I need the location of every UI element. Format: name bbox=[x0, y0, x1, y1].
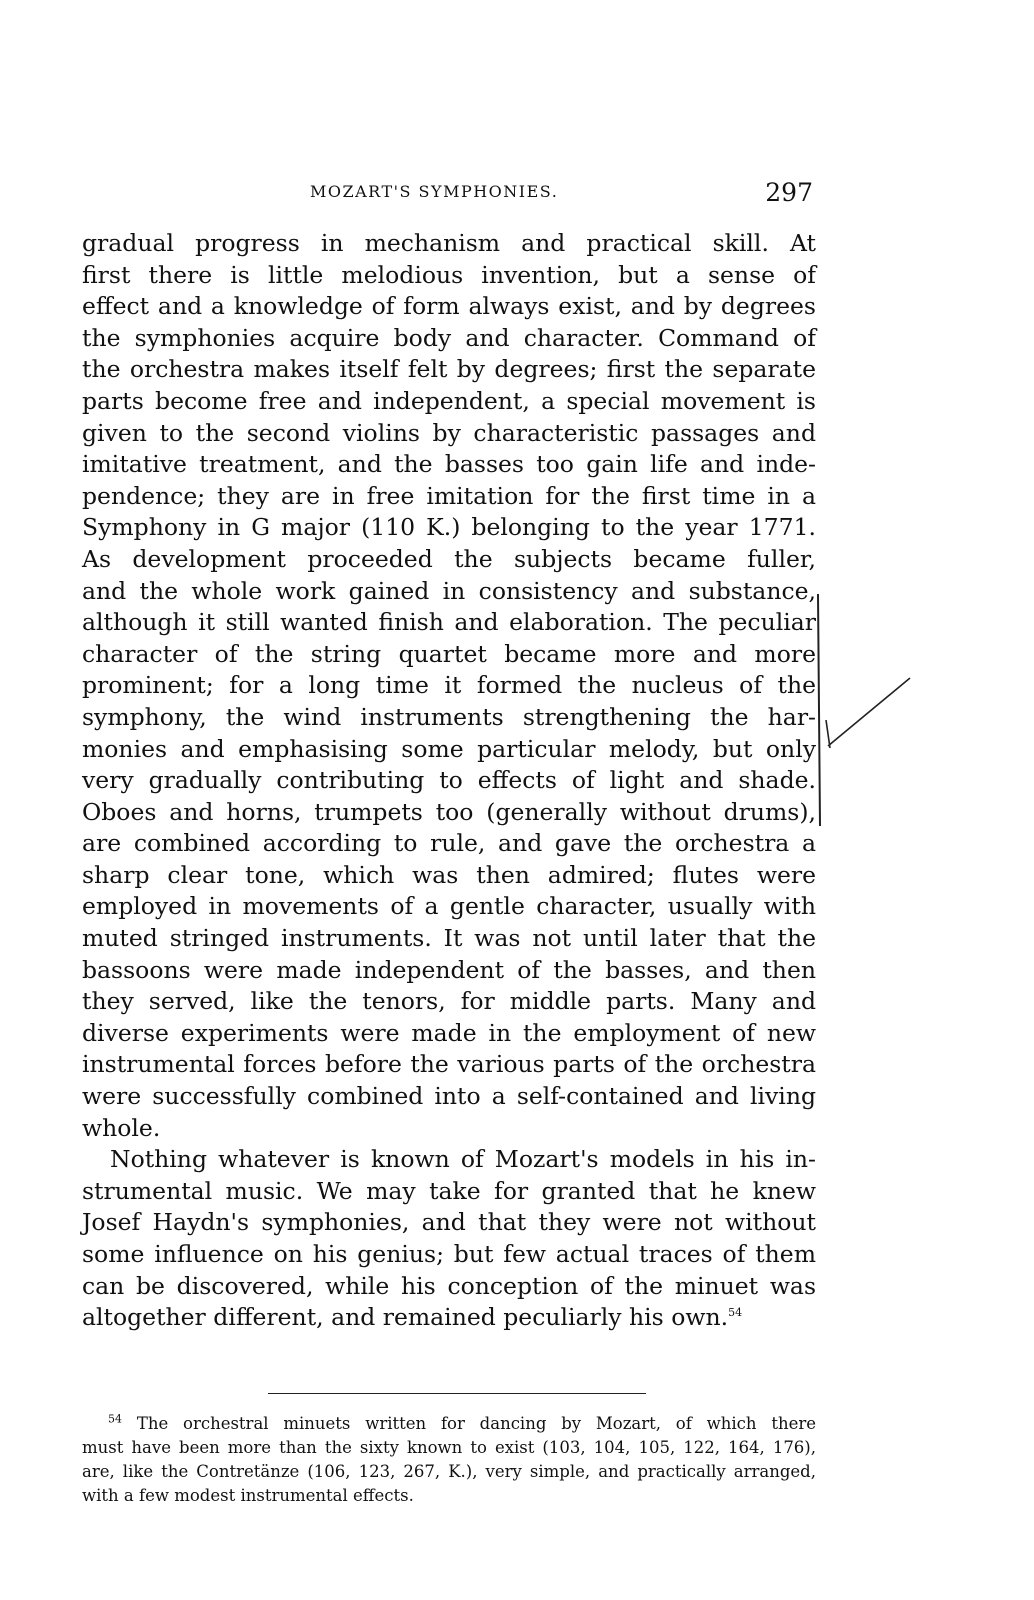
paragraph-1 bbox=[82, 228, 816, 1144]
text-line: character of the string quartet became more and more bbox=[82, 639, 816, 668]
text-line: some influence on his genius; but few actual traces of them bbox=[82, 1240, 816, 1268]
paragraph-2 bbox=[82, 1144, 816, 1334]
text-line: diverse experiments were made in the employment of new bbox=[82, 1018, 816, 1047]
text-line: the orchestra makes itself felt by degrees; first the separate bbox=[82, 355, 816, 384]
footnote-line: with a few modest instrumental effects. bbox=[82, 1486, 414, 1505]
text-line: Nothing whatever is known of Mozart's models in his in- bbox=[110, 1145, 816, 1174]
text-line: and the whole work gained in consistency and substance, bbox=[82, 576, 816, 605]
text-line: very gradually contributing to effects of light and shade. bbox=[82, 766, 816, 795]
margin-bracket-mark bbox=[810, 590, 920, 830]
footnote bbox=[82, 1412, 816, 1508]
running-head-title: MOZART'S SYMPHONIES. bbox=[310, 182, 559, 201]
text-line: were successfully combined into a self-contained and living bbox=[82, 1082, 816, 1111]
text-line: employed in movements of a gentle character, usually with bbox=[82, 892, 816, 921]
text-line: As development proceeded the subjects became fuller, bbox=[82, 544, 816, 573]
text-line: symphony, the wind instruments strengthening the har- bbox=[82, 702, 816, 731]
text-line: strumental music. We may take for granted that he knew bbox=[82, 1176, 816, 1205]
text-line-with-note bbox=[82, 1302, 816, 1334]
text-line: can be discovered, while his conception of the minuet was bbox=[82, 1271, 816, 1300]
footnote-reference: 54 bbox=[728, 1306, 743, 1320]
text-line: imitative treatment, and the basses too gain life and inde- bbox=[82, 450, 816, 479]
text-line: gradual progress in mechanism and practical skill. At bbox=[82, 229, 816, 257]
text-line: pendence; they are in free imitation for the first time in a bbox=[82, 481, 816, 510]
footnote-line: are, like the Contretänze (106, 123, 267, K.), very simple, and practically arranged, bbox=[82, 1462, 816, 1481]
text-line: sharp clear tone, which was then admired; flutes were bbox=[82, 860, 816, 889]
footnote-divider bbox=[268, 1393, 646, 1394]
text-line: prominent; for a long time it formed the nucleus of the bbox=[82, 671, 816, 700]
text-line: instrumental forces before the various parts of the orchestra bbox=[82, 1050, 816, 1079]
text-line: monies and emphasising some particular melody, but only bbox=[82, 734, 816, 763]
text-line: Symphony in G major (110 K.) belonging to the year 1771. bbox=[82, 513, 816, 542]
text-line: they served, like the tenors, for middle parts. Many and bbox=[82, 987, 816, 1016]
footnote-text: The orchestral minuets written for dancing by Mozart, of which there bbox=[136, 1414, 817, 1433]
text-line: altogether different, and remained peculiarly his own. bbox=[82, 1303, 729, 1332]
text-line: whole. bbox=[82, 1113, 161, 1142]
text-line: parts become free and independent, a special movement is bbox=[82, 386, 816, 415]
text-line: although it still wanted finish and elaboration. The peculiar bbox=[82, 608, 816, 637]
running-head bbox=[82, 178, 815, 212]
text-line: effect and a knowledge of form always exist, and by degrees bbox=[82, 292, 816, 321]
footnote-marker: 54 bbox=[108, 1412, 122, 1426]
text-line: are combined according to rule, and gave the orchestra a bbox=[82, 829, 816, 858]
text-line: muted stringed instruments. It was not until later that the bbox=[82, 924, 816, 953]
text-line: Josef Haydn's symphonies, and that they were not without bbox=[82, 1208, 816, 1237]
body-text bbox=[82, 228, 816, 1334]
text-line: Oboes and horns, trumpets too (generally without drums), bbox=[82, 797, 816, 826]
text-line: the symphonies acquire body and character. Command of bbox=[82, 323, 816, 352]
text-line: given to the second violins by characteristic passages and bbox=[82, 418, 816, 447]
footnote-line bbox=[82, 1412, 816, 1436]
text-line: bassoons were made independent of the basses, and then bbox=[82, 955, 816, 984]
footnote-line: must have been more than the sixty known to exist (103, 104, 105, 122, 164, 176), bbox=[82, 1438, 816, 1457]
page-number: 297 bbox=[765, 178, 813, 207]
text-line: first there is little melodious invention, but a sense of bbox=[82, 260, 816, 289]
